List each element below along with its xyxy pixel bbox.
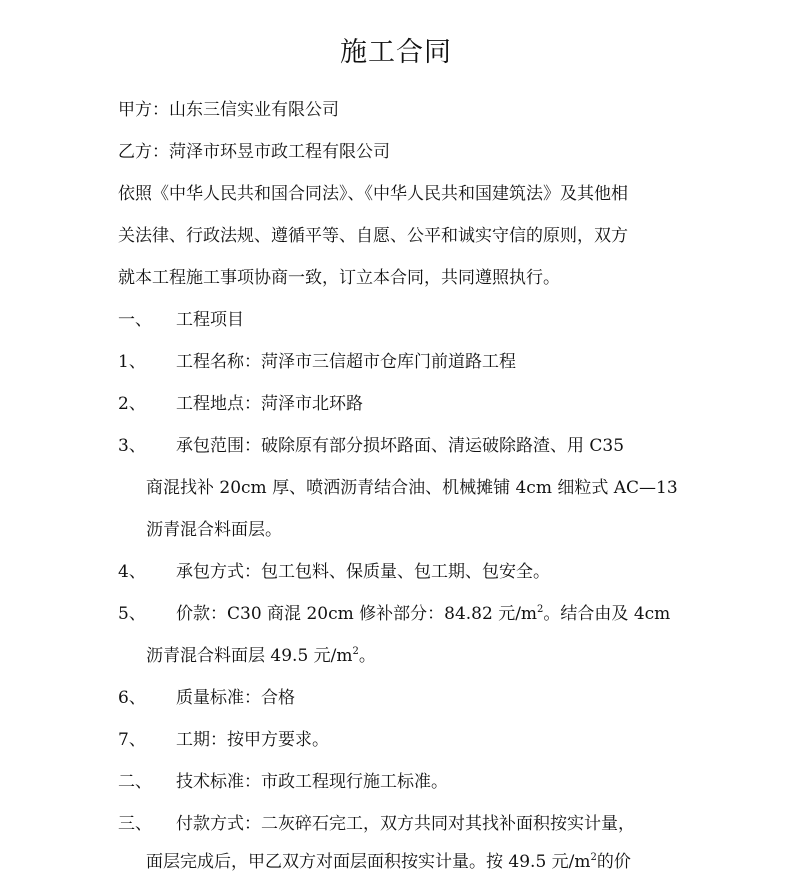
section-heading-3 [118, 813, 635, 835]
clause-number: 7、 [118, 730, 146, 750]
section-text: 技术标准：市政工程现行施工标准。 [176, 772, 448, 792]
preamble-line: 就本工程施工事项协商一致，订立本合同，共同遵照执行。 [118, 268, 560, 288]
superscript: 2 [590, 852, 597, 863]
clause-text: 沥青混合料面层 49.5 元/m [146, 646, 353, 666]
party-b: 乙方：菏泽市环昱市政工程有限公司 [118, 142, 390, 162]
clause-text: 质量标准：合格 [176, 688, 295, 708]
clause-number: 6、 [118, 688, 146, 708]
clause-4 [118, 561, 550, 583]
clause-number: 4、 [118, 562, 146, 582]
clause-text: 承包方式：包工包料、保质量、包工期、包安全。 [176, 562, 550, 582]
clause-text: 承包范围：破除原有部分损坏路面、清运破除路渣、用 C35 [176, 436, 625, 456]
clause-text: 工期：按甲方要求。 [176, 730, 329, 750]
clause-text: 工程名称：菏泽市三信超市仓库门前道路工程 [176, 352, 516, 372]
clause-6 [118, 687, 295, 709]
party-a: 甲方：山东三信实业有限公司 [118, 100, 339, 120]
clause-5 [118, 603, 670, 625]
clause-number: 5、 [118, 604, 146, 624]
clause-text: 面层完成后，甲乙双方对面层面积按实计量。按 49.5 元/m [146, 852, 591, 872]
clause-5-continuation [146, 645, 376, 667]
clause-text: 的价 [596, 852, 631, 872]
clause-3-continuation: 商混找补 20cm 厚、喷洒沥青结合油、机械摊铺 4cm 细粒式 AC—13 [146, 478, 678, 498]
clause-number: 2、 [118, 394, 146, 414]
section-text: 工程项目 [176, 310, 244, 330]
clause-number: 1、 [118, 352, 146, 372]
clause-3 [118, 435, 624, 457]
section-number: 三、 [118, 814, 152, 834]
clause-text: 。结合由及 4cm [543, 604, 671, 624]
clause-text: 。 [358, 646, 376, 666]
superscript: 2 [352, 646, 359, 657]
clause-text: 工程地点：菏泽市北环路 [176, 394, 363, 414]
superscript: 2 [537, 604, 544, 615]
clause-2 [118, 393, 363, 415]
section-number: 一、 [118, 310, 152, 330]
section-heading-2 [118, 771, 448, 793]
preamble-line: 依照《中华人民共和国合同法》、《中华人民共和国建筑法》及其他相 [118, 184, 628, 204]
clause-number: 3、 [118, 436, 146, 456]
section-3-continuation [146, 851, 631, 873]
section-heading-1 [118, 309, 244, 331]
clause-3-continuation: 沥青混合料面层。 [146, 520, 282, 540]
section-number: 二、 [118, 772, 152, 792]
clause-7 [118, 729, 329, 751]
clause-text: 价款：C30 商混 20cm 修补部分：84.82 元/m [176, 604, 538, 624]
section-text: 付款方式：二灰碎石完工，双方共同对其找补面积按实计量， [176, 814, 635, 834]
preamble-line: 关法律、行政法规、遵循平等、自愿、公平和诚实守信的原则，双方 [118, 226, 628, 246]
clause-1 [118, 351, 516, 373]
document-title: 施工合同 [340, 37, 452, 68]
